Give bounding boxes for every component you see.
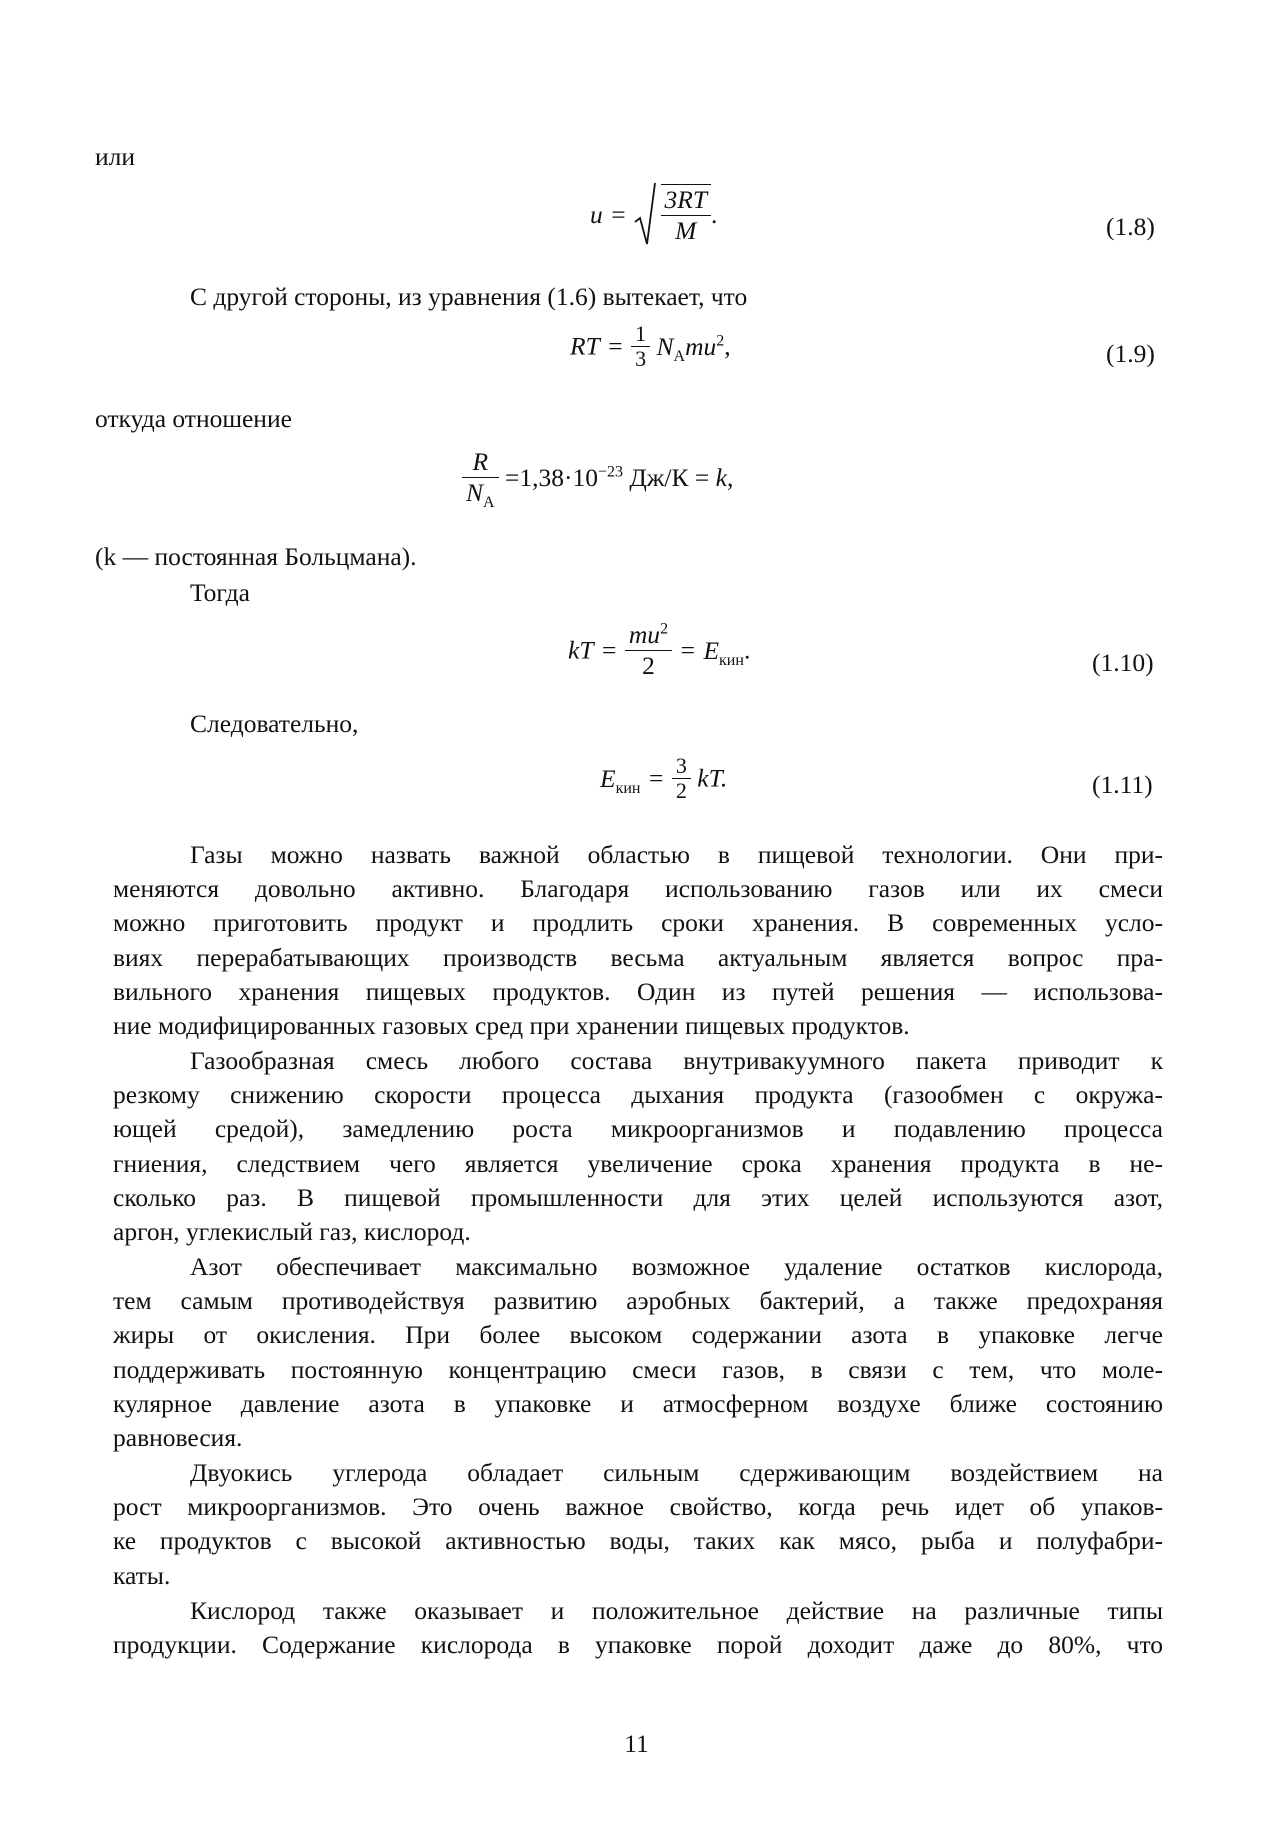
- eq-1-8-numerator: 3RT: [664, 185, 708, 214]
- paragraph-line: ке продуктов с высокой активностью воды, таких как мясо, рыба и полуфабри-: [113, 1526, 1163, 1556]
- eq-1-9-tail: mu: [685, 331, 717, 361]
- boltzmann-den: N: [466, 478, 484, 507]
- boltzmann-unit: Дж/К =: [622, 462, 716, 492]
- eq-1-10-lhs: kT: [568, 635, 594, 665]
- text-then: Тогда: [190, 578, 250, 607]
- eq-number-1-10: (1.10): [1092, 648, 1154, 677]
- text-therefore: Следовательно,: [190, 709, 359, 738]
- eq-1-11-lhs: E: [600, 763, 616, 793]
- paragraph-line: гниения, следствием чего является увеличение срока хранения продукта в не-: [113, 1148, 1163, 1178]
- paragraph-line: виях перерабатывающих производств весьма актуальным является вопрос пра-: [113, 942, 1163, 972]
- paragraph-line: тем самым противодействуя развитию аэробных бактерий, а также предохраняя: [113, 1286, 1163, 1316]
- paragraph-line: аргон, углекислый газ, кислород.: [113, 1217, 471, 1247]
- boltzmann-num: R: [472, 447, 489, 476]
- eq-1-9-lhs: RT: [570, 331, 600, 361]
- paragraph-line: каты.: [113, 1560, 171, 1590]
- paragraph-line: Газообразная смесь любого состава внутривакуумного пакета приводит к: [190, 1046, 1163, 1075]
- paragraph-line: вильного хранения пищевых продуктов. Один из путей решения — использова-: [113, 976, 1163, 1006]
- paragraph-line: поддерживать постоянную концентрацию смеси газов, в связи с тем, что моле-: [113, 1354, 1163, 1384]
- eq-1-11-lhs-sub: кин: [615, 779, 641, 797]
- paragraph-line: резкому снижению скорости процесса дыхания продукта (газообмен с окружа-: [113, 1080, 1163, 1110]
- paragraph-line: Азот обеспечивает максимально возможное удаление остатков кислорода,: [190, 1252, 1163, 1281]
- text-whence: откуда отношение: [95, 404, 292, 433]
- paragraph-line: сколько раз. В пищевой промышленности для этих целей используются азот,: [113, 1182, 1163, 1212]
- text-k-definition: [95, 540, 417, 574]
- eq-1-8-lhs: u: [590, 200, 603, 229]
- paragraph-oxygen: [113, 1594, 1163, 1662]
- eq-1-10-num-sup: 2: [660, 620, 669, 638]
- equation-boltzmann: [462, 447, 734, 512]
- paragraph-line: жиры от окисления. При более высоком содержании азота в упаковке легче: [113, 1320, 1163, 1350]
- eq-1-9-n-sub: A: [673, 347, 686, 365]
- intro-word: или: [95, 142, 136, 171]
- eq-1-8-denominator: M: [661, 215, 712, 246]
- boltzmann-exp: −23: [597, 463, 623, 480]
- paragraph-line: Кислород также оказывает и положительное действие на различные типы: [190, 1596, 1163, 1625]
- paragraph-line: Двуокись углерода обладает сильным сдерживающим воздействием на: [190, 1458, 1163, 1487]
- paragraph-line: можно приготовить продукт и продлить сроки хранения. В современных усло-: [113, 908, 1163, 938]
- eq-1-10-num: mu: [628, 620, 661, 649]
- k-definition-text: (k — постоянная Больцмана).: [95, 542, 417, 571]
- boltzmann-end: ,: [726, 462, 734, 492]
- page-number: 11: [624, 1729, 649, 1758]
- paragraph-line: Газы можно назвать важной областью в пищевой технологии. Они при-: [190, 840, 1163, 869]
- paragraph-line: ние модифицированных газовых сред при хранении пищевых продуктов.: [113, 1011, 910, 1041]
- eq-1-10-rhs-sub: кин: [719, 651, 744, 669]
- boltzmann-k: k: [715, 462, 727, 492]
- eq-1-11-coef-num: 3: [675, 753, 687, 778]
- paragraph-line: меняются довольно активно. Благодаря использованию газов или их смеси: [113, 874, 1163, 904]
- eq-1-11-rhs: kT.: [697, 763, 728, 793]
- equation-1-10: kT = $\frac{mu^2}{2}$ = $E_{кин}$.: [568, 620, 751, 680]
- paragraph-gas-mixture: [113, 1044, 1163, 1249]
- eq-number-1-9: (1.9): [1106, 339, 1155, 368]
- paragraph-line: ющей средой), замедлению роста микроорганизмов и подавлению процесса: [113, 1114, 1163, 1144]
- paragraph-line: рост микроорганизмов. Это очень важное свойство, когда речь идет об упаков-: [113, 1492, 1163, 1522]
- eq-1-9-coef-den: 3: [631, 346, 650, 371]
- equation-1-9: RT = $\frac{1}{3}$ $N_Amu^2$,: [570, 321, 731, 371]
- eq-1-9-sup: 2: [716, 332, 725, 349]
- paragraph-line: продукции. Содержание кислорода в упаковке порой доходит даже до 80%, что: [113, 1630, 1163, 1660]
- boltzmann-den-sub: A: [483, 494, 495, 512]
- text-other-side: С другой стороны, из уравнения (1.6) вытекает, что: [190, 282, 748, 311]
- equation-1-11: $E_{кин}$ = $\frac{3}{2}$ kT.: [600, 753, 728, 803]
- eq-1-9-coef-num: 1: [635, 321, 647, 346]
- equation-1-8: u = $\frac{3RT}{M}$ .: [590, 182, 717, 248]
- sqrt-symbol: [634, 182, 711, 248]
- eq-1-10-den: 2: [625, 650, 672, 681]
- paragraph-line: равновесия.: [113, 1423, 243, 1453]
- eq-number-1-11: (1.11): [1092, 770, 1153, 799]
- paragraph-nitrogen: [113, 1250, 1163, 1455]
- eq-1-11-coef-den: 2: [672, 778, 691, 803]
- boltzmann-value: =1,38·10: [504, 462, 598, 492]
- eq-1-9-n: N: [656, 331, 674, 361]
- eq-number-1-8: (1.8): [1106, 212, 1155, 241]
- paragraph-carbon-dioxide: [113, 1456, 1163, 1593]
- paragraph-line: кулярное давление азота в упаковке и атмосферном воздухе ближе состоянию: [113, 1388, 1163, 1418]
- eq-1-10-rhs: E: [703, 635, 720, 665]
- paragraph-gases: [113, 838, 1163, 1043]
